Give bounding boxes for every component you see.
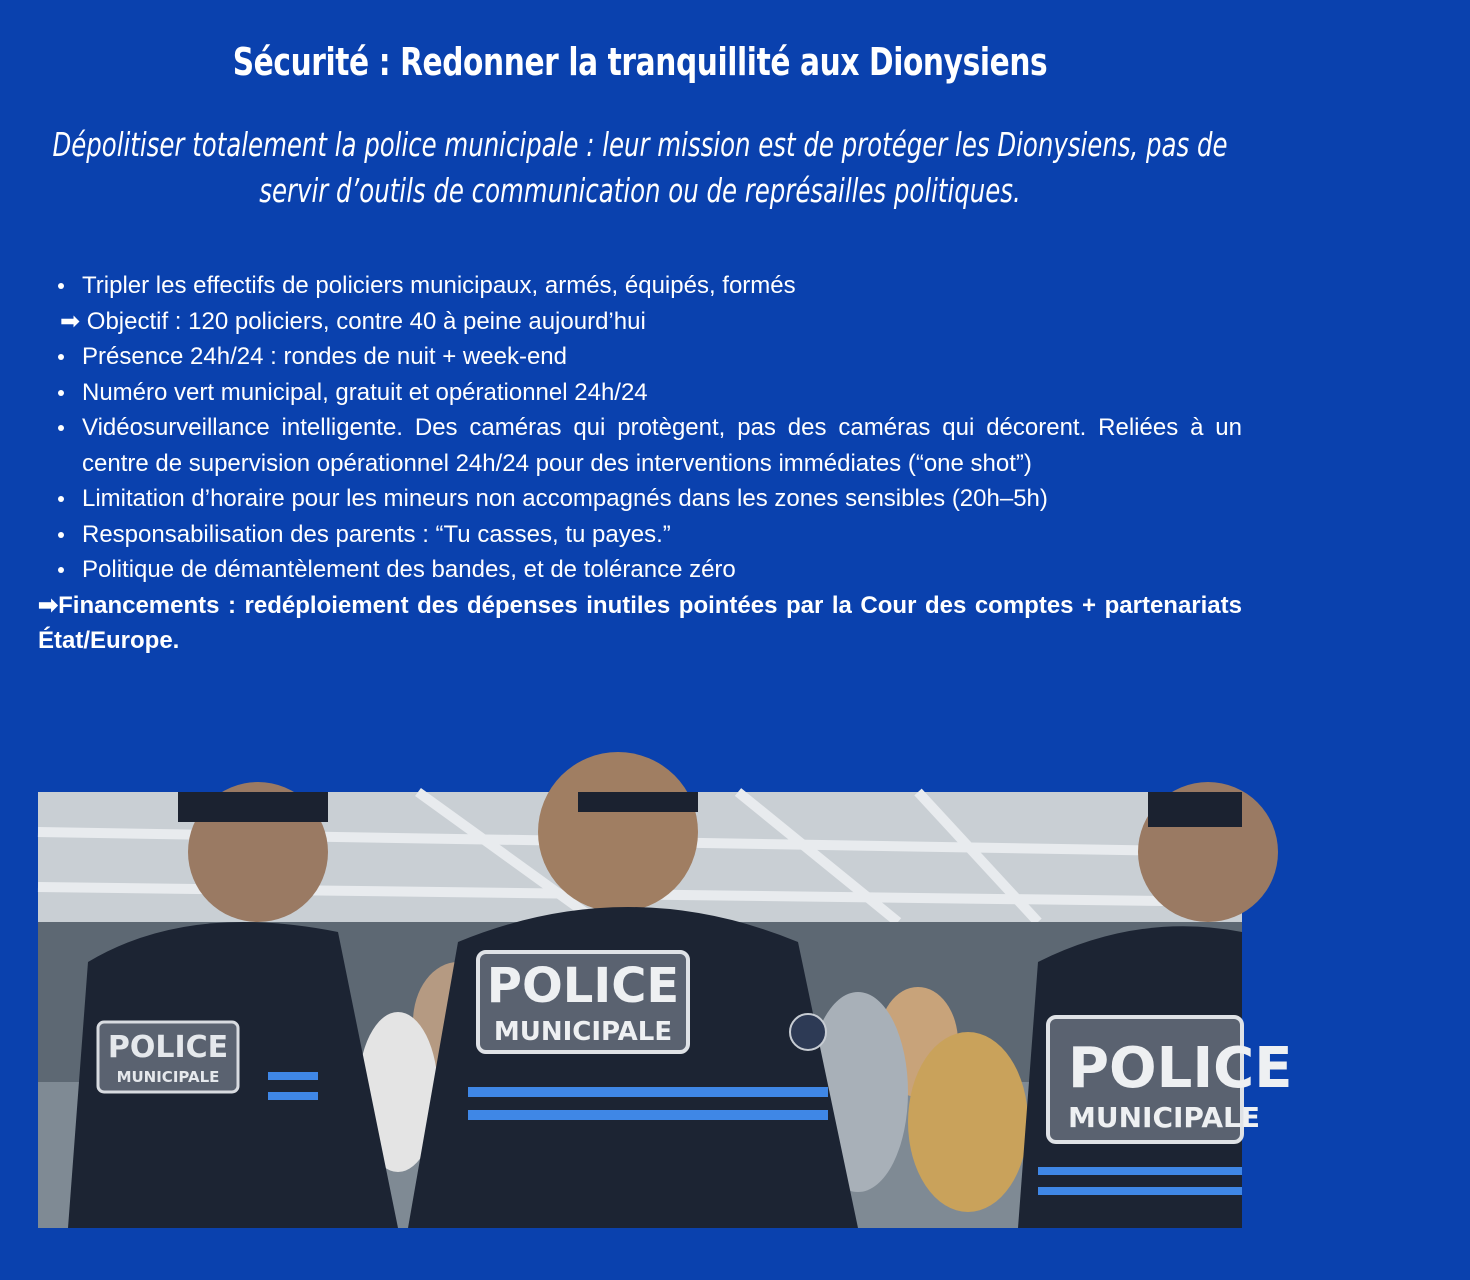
list-item: Présence 24h/24 : rondes de nuit + week-end [82, 339, 1242, 375]
subtitle: Dépolitiser totalement la police municipale : leur mission est de protéger les Dionysiens, pas de servir d’outils de communication ou de représailles politiques. [52, 125, 1228, 210]
funding-note: ➡Financements : redéploiement des dépenses inutiles pointées par la Cour des comptes + partenariats État/Europe. [38, 591, 1242, 654]
list-item: Numéro vert municipal, gratuit et opérationnel 24h/24 [82, 375, 1242, 411]
patch-right-title: POLICE [1068, 1036, 1293, 1101]
patch-center-subtitle: MUNICIPALE [493, 1017, 673, 1047]
patch-center-title: POLICE [486, 958, 680, 1014]
police-officers-photo [38, 792, 1293, 1228]
patch-left-subtitle: MUNICIPALE [116, 1068, 220, 1086]
list-item: Politique de démantèlement des bandes, et de tolérance zéro [82, 552, 1242, 588]
list-item: Vidéosurveillance intelligente. Des caméras qui protègent, pas des caméras qui décorent. Reliées à un centre de supervision opérationnel 24h/24 pour des interventions immédiates (“one shot”) [82, 410, 1242, 481]
list-item: Responsabilisation des parents : “Tu casses, tu payes.” [82, 517, 1242, 553]
shoulder-badge-icon [790, 1014, 826, 1050]
patch-left-title: POLICE [107, 1030, 229, 1065]
objective-line: ➡ Objectif : 120 policiers, contre 40 à peine aujourd’hui [60, 307, 646, 335]
page-title: Sécurité : Redonner la tranquillité aux Dionysiens [232, 40, 1048, 84]
photo-illustration [38, 792, 1293, 1228]
subtitle-block [0, 122, 1470, 214]
patch-right-subtitle: MUNICIPALE [1068, 1101, 1261, 1134]
measures-list [38, 268, 1242, 659]
list-item: Limitation d’horaire pour les mineurs non accompagnés dans les zones sensibles (20h–5h) [82, 481, 1242, 517]
list-item: Tripler les effectifs de policiers municipaux, armés, équipés, formés [82, 268, 1242, 304]
